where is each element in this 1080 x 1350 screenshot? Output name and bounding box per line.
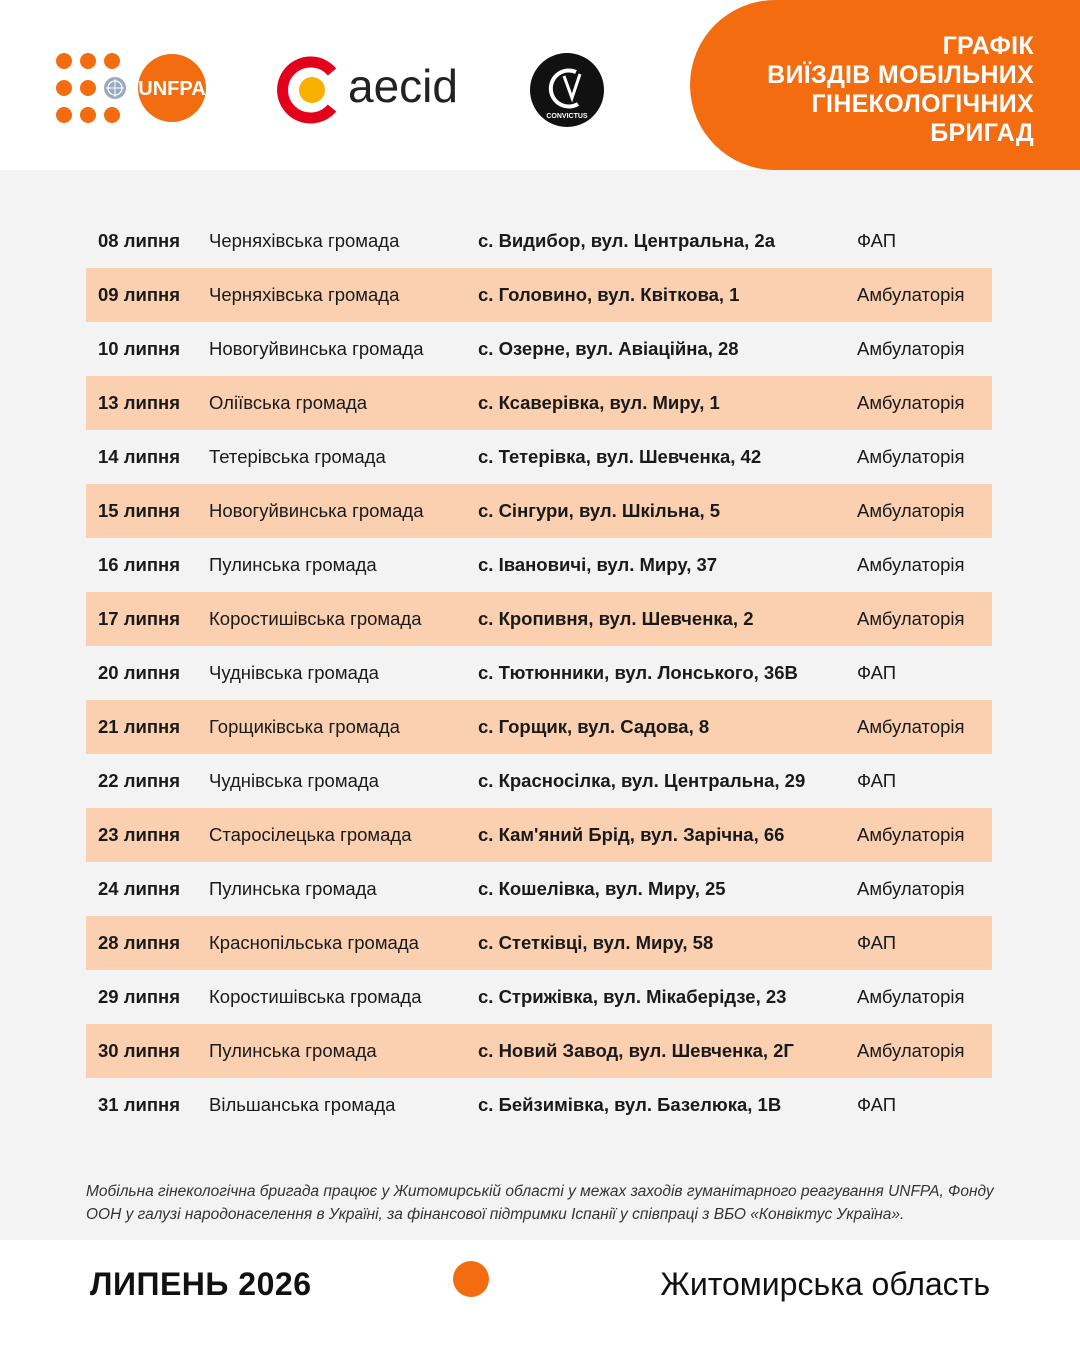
row-date: 21 липня [98, 716, 180, 737]
table-row [86, 646, 992, 700]
row-date: 30 липня [98, 1040, 180, 1061]
row-date: 20 липня [98, 662, 180, 683]
table-row [86, 970, 992, 1024]
row-community: Краснопільська громада [209, 932, 419, 953]
table-row [86, 268, 992, 322]
un-emblem-icon [104, 77, 126, 99]
row-facility: Амбулаторія [857, 284, 965, 305]
row-date: 29 липня [98, 986, 180, 1007]
row-date: 28 липня [98, 932, 180, 953]
table-row [86, 1024, 992, 1078]
schedule-title [690, 0, 1080, 170]
row-community: Вільшанська громада [209, 1094, 396, 1115]
row-date: 31 липня [98, 1094, 180, 1115]
row-address: с. Горщик, вул. Садова, 8 [478, 716, 710, 737]
row-community: Новогуйвинська громада [209, 338, 424, 359]
convictus-logo-text: CONVICTUS [546, 113, 588, 120]
row-facility: Амбулаторія [857, 338, 965, 359]
row-community: Пулинська громада [209, 878, 377, 899]
table-row [86, 430, 992, 484]
row-facility: ФАП [857, 770, 897, 791]
header [0, 0, 1080, 170]
row-community: Коростишівська громада [209, 608, 422, 629]
convictus-logo [528, 52, 606, 128]
row-community: Пулинська громада [209, 1040, 377, 1061]
title-line: БРИГАД [930, 119, 1034, 147]
row-date: 22 липня [98, 770, 180, 791]
row-address: с. Кошелівка, вул. Миру, 25 [478, 878, 726, 899]
row-address: с. Тетерівка, вул. Шевченка, 42 [478, 446, 762, 467]
row-date: 08 липня [98, 230, 180, 251]
title-line: ГІНЕКОЛОГІЧНИХ [811, 90, 1034, 118]
row-community: Новогуйвинська громада [209, 500, 424, 521]
row-facility: Амбулаторія [857, 392, 965, 413]
table-row [86, 754, 992, 808]
title-line: ВИЇЗДІВ МОБІЛЬНИХ [767, 61, 1034, 89]
table-row [86, 538, 992, 592]
table-row [86, 700, 992, 754]
table-row [86, 808, 992, 862]
row-community: Тетерівська громада [209, 446, 386, 467]
row-community: Коростишівська громада [209, 986, 422, 1007]
row-community: Оліївська громада [209, 392, 368, 413]
table-row [86, 592, 992, 646]
row-date: 17 липня [98, 608, 180, 629]
unfpa-logo-text: UNFPA [138, 78, 206, 100]
footnote [86, 1180, 1006, 1226]
footnote-line: ООН у галузі народонаселення в Україні, за фінансової підтримки Іспанії у співпраці з ВБО «Конвіктус Україна». [86, 1206, 905, 1223]
row-facility: Амбулаторія [857, 1040, 965, 1061]
footer [0, 1240, 1080, 1350]
aecid-logo-text: aecid [348, 60, 458, 112]
row-facility: Амбулаторія [857, 554, 965, 575]
row-address: с. Кам'яний Брід, вул. Зарічна, 66 [478, 824, 785, 845]
row-address: с. Бейзимівка, вул. Базелюка, 1В [478, 1094, 782, 1115]
row-community: Чуднівська громада [209, 770, 379, 791]
table-row [86, 916, 992, 970]
footnote-line: Мобільна гінекологічна бригада працює у Житомирській області у межах заходів гуманітарного реагування UNFPA, Фонду [86, 1183, 994, 1200]
table-row [86, 862, 992, 916]
aecid-logo [272, 52, 472, 128]
decorative-dot [453, 1261, 489, 1297]
row-community: Чуднівська громада [209, 662, 379, 683]
table-row [86, 1078, 992, 1132]
row-facility: Амбулаторія [857, 986, 965, 1007]
month-label: ЛИПЕНЬ 2026 [90, 1266, 312, 1302]
row-address: с. Головино, вул. Квіткова, 1 [478, 284, 740, 305]
table-row [86, 484, 992, 538]
unfpa-logo [55, 52, 210, 124]
row-date: 13 липня [98, 392, 180, 413]
row-address: с. Сінгури, вул. Шкільна, 5 [478, 500, 721, 521]
row-community: Черняхівська громада [209, 284, 400, 305]
row-date: 24 липня [98, 878, 180, 899]
schedule-table [86, 214, 992, 1132]
aecid-c-mark-icon [283, 62, 332, 118]
row-date: 15 липня [98, 500, 180, 521]
row-address: с. Івановичі, вул. Миру, 37 [478, 554, 718, 575]
row-address: с. Красносілка, вул. Центральна, 29 [478, 770, 806, 791]
row-facility: Амбулаторія [857, 716, 965, 737]
row-community: Горщиківська громада [209, 716, 400, 737]
row-date: 10 липня [98, 338, 180, 359]
row-facility: ФАП [857, 932, 897, 953]
row-address: с. Тютюнники, вул. Лонського, 36В [478, 662, 798, 683]
row-facility: Амбулаторія [857, 878, 965, 899]
row-facility: ФАП [857, 1094, 897, 1115]
row-address: с. Озерне, вул. Авіаційна, 28 [478, 338, 739, 359]
table-row [86, 214, 992, 268]
row-facility: Амбулаторія [857, 500, 965, 521]
row-community: Черняхівська громада [209, 230, 400, 251]
row-facility: ФАП [857, 230, 897, 251]
row-address: с. Видибор, вул. Центральна, 2а [478, 230, 776, 251]
row-date: 09 липня [98, 284, 180, 305]
table-row [86, 376, 992, 430]
row-community: Старосілецька громада [209, 824, 412, 845]
row-date: 23 липня [98, 824, 180, 845]
row-facility: Амбулаторія [857, 446, 965, 467]
row-facility: ФАП [857, 662, 897, 683]
region-label: Житомирська область [660, 1266, 990, 1302]
table-row [86, 322, 992, 376]
row-address: с. Ксаверівка, вул. Миру, 1 [478, 392, 720, 413]
row-address: с. Стрижівка, вул. Мікаберідзе, 23 [478, 986, 787, 1007]
row-date: 16 липня [98, 554, 180, 575]
row-facility: Амбулаторія [857, 608, 965, 629]
row-facility: Амбулаторія [857, 824, 965, 845]
row-address: с. Новий Завод, вул. Шевченка, 2Г [478, 1040, 794, 1061]
row-community: Пулинська громада [209, 554, 377, 575]
row-address: с. Стетківці, вул. Миру, 58 [478, 932, 714, 953]
row-date: 14 липня [98, 446, 180, 467]
title-line: ГРАФІК [942, 32, 1034, 60]
row-address: с. Кропивня, вул. Шевченка, 2 [478, 608, 754, 629]
